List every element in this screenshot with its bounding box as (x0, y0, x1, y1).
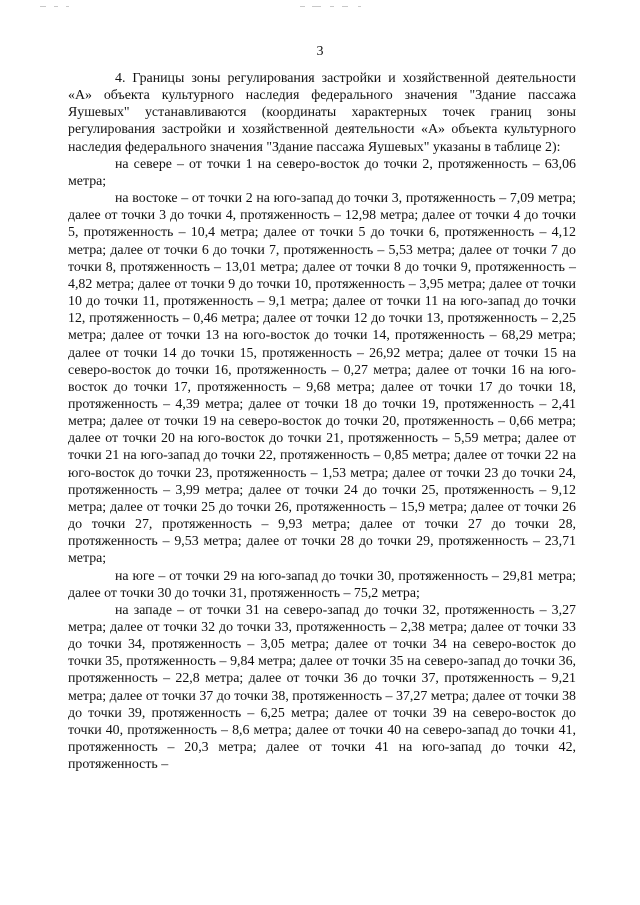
paragraph-west-boundary: на западе – от точки 31 на северо-запад до точки 32, протяженность – 3,27 метра; далее от точки 32 до точки 33, протяженность – 2,38 метра; далее от точки 33 до точки 34, протяженность – 3,05 метра; далее от точки 34 на северо-восток до точки 35, протяженность – 9,84 метра; далее от точки 35 на северо-запад до точки 36, протяженность – 22,8 метра; далее от точки 36 до точки 37, протяженность – 9,21 метра; далее от точки 37 до точки 38, протяженность – 37,27 метра; далее от точки 38 до точки 39, протяженность – 6,25 метра; далее от точки 39 на северо-восток до точки 40, протяженность – 8,6 метра; далее от точки 40 на северо-запад до точки 41, протяженность – 20,3 метра; далее от точки 41 на юго-запад до точки 42, протяженность – (68, 602, 576, 773)
paragraph-east-boundary: на востоке – от точки 2 на юго-запад до точки 3, протяженность – 7,09 метра; далее от точки 3 до точки 4, протяженность – 12,98 метра; далее от точки 4 до точки 5, протяженность – 10,4 метра; далее от точки 5 до точки 6, протяженность – 4,12 метра; далее от точки 6 до точки 7, протяженность – 5,53 метра; далее от точки 7 до точки 8, протяженность – 13,01 метра; далее от точки 8 до точки 9, протяженность – 4,82 метра; далее от точки 9 до точки 10, протяженность – 3,95 метра; далее от точки 10 до точки 11, протяженность – 9,1 метра; далее от точки 11 на юго-запад до точки 12, протяженность – 0,46 метра; далее от точки 12 до точки 13, протяженность – 2,25 метра; далее от точки 13 на юго-восток до точки 14, протяженность – 68,29 метра; далее от точки 14 до точки 15, протяженность – 26,92 метра; далее от точки 15 на северо-восток до точки 16, протяженность – 0,27 метра; далее от точки 16 на юго-восток до точки 17, протяженность – 9,68 метра; далее от точки 17 до точки 18, протяженность – 4,39 метра; далее от точки 18 до точки 19, протяженность – 2,41 метра; далее от точки 19 на северо-восток до точки 20, протяженность – 0,66 метра; далее от точки 20 на юго-восток до точки 21, протяженность – 5,59 метра; далее от точки 21 на юго-запад до точки 22, протяженность – 0,85 метра; далее от точки 22 на юго-восток до точки 23, протяженность – 1,53 метра; далее от точки 23 до точки 24, протяженность – 3,99 метра; далее от точки 24 до точки 25, протяженность – 9,12 метра; далее от точки 25 до точки 26, протяженность – 15,9 метра; далее от точки 26 до точки 27, протяженность – 9,93 метра; далее от точки 27 до точки 28, протяженность – 9,53 метра; далее от точки 28 до точки 29, протяженность – 23,71 метра; (68, 191, 576, 567)
paragraph-south-boundary: на юге – от точки 29 на юго-запад до точки 30, протяженность – 29,81 метра; далее от точки 30 до точки 31, протяженность – 75,2 метра; (68, 568, 576, 601)
paragraph-zone-boundaries-intro: 4. Границы зоны регулирования застройки и хозяйственной деятельности «А» объекта культурного наследия федерального значения "Здание пассажа Яушевых" устанавливаются (координаты характерных точек границ зоны регулирования застройки и хозяйственной деятельности «А» объекта культурного наследия федерального значения "Здание пассажа Яушевых" указаны в таблице 2): (68, 71, 576, 155)
paragraph-north-boundary: на севере – от точки 1 на северо-восток до точки 2, протяженность – 63,06 метра; (68, 156, 576, 189)
scan-artifacts (40, 4, 600, 12)
page-number: 3 (316, 44, 324, 59)
body-text (68, 70, 576, 773)
